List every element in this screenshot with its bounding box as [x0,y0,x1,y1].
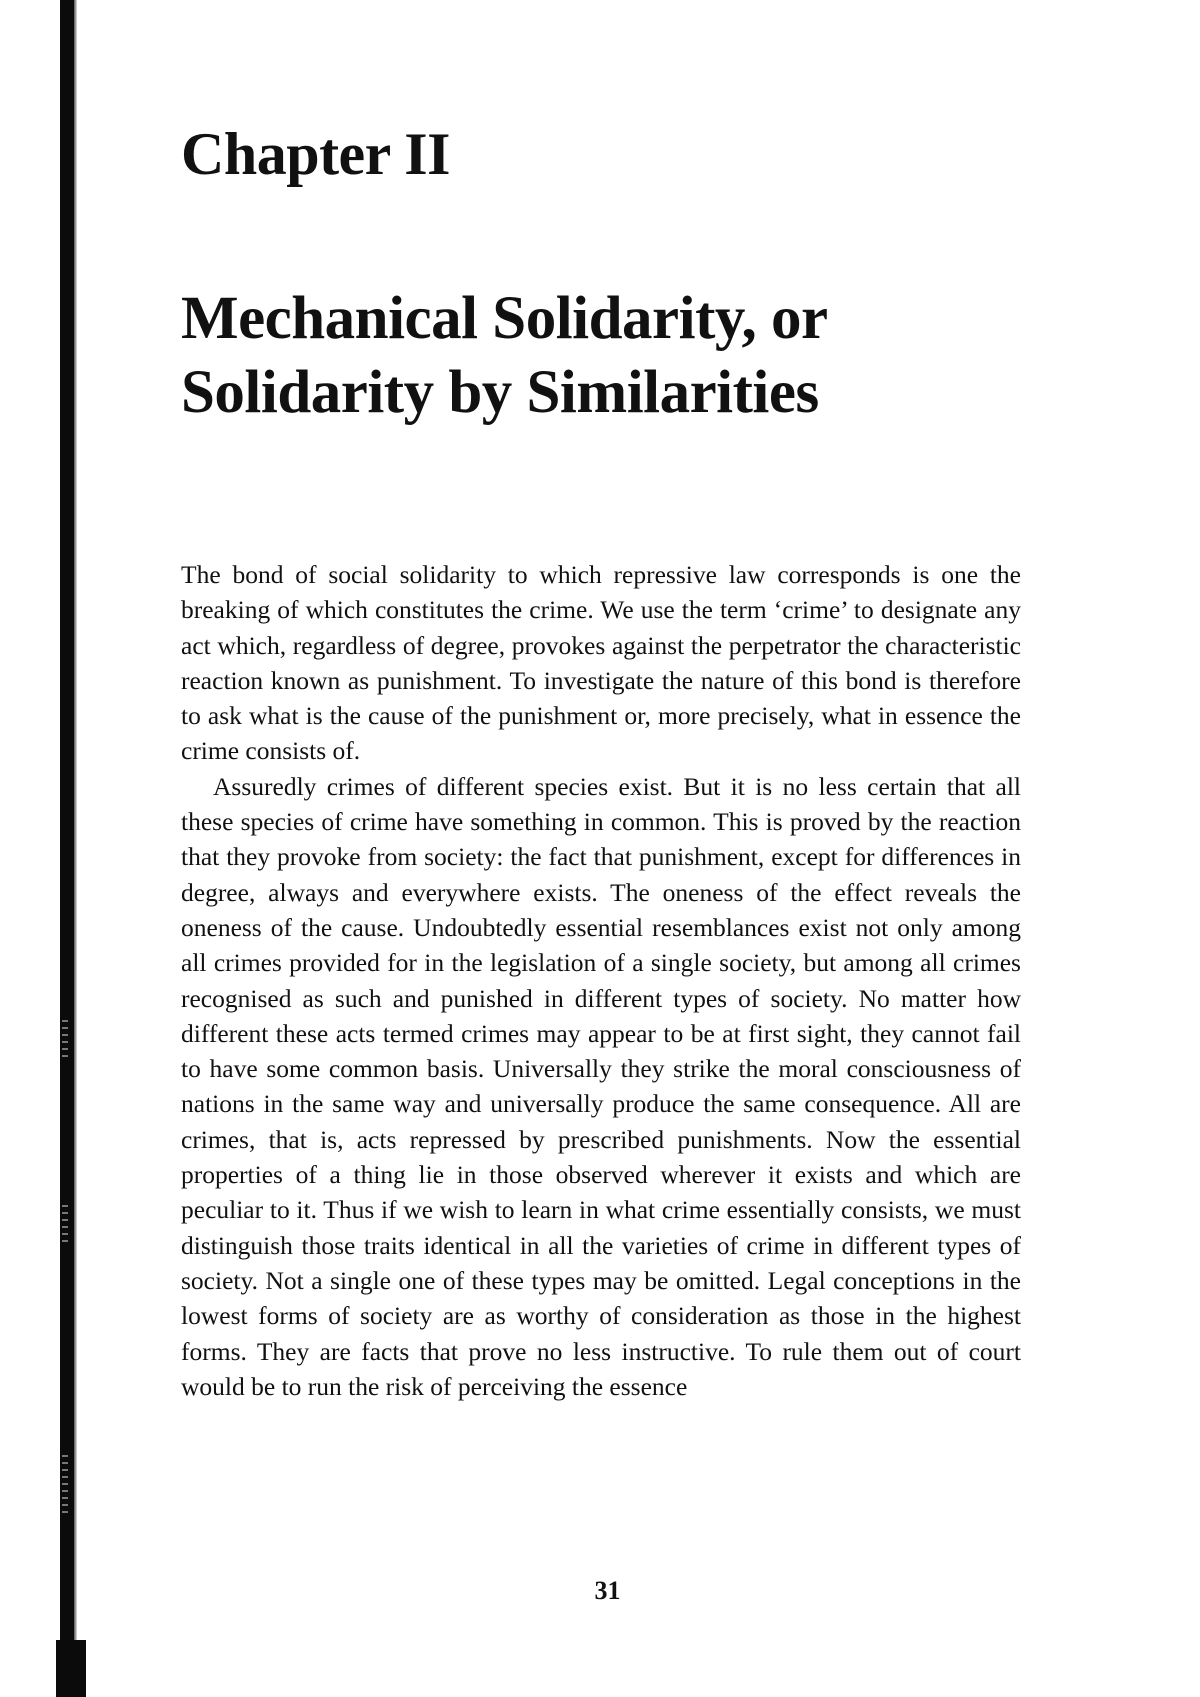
scan-speck-mark [62,1455,68,1515]
chapter-label: Chapter II [181,121,450,187]
scan-speck-mark [62,1020,68,1060]
scan-speck-mark [62,1205,68,1245]
binding-edge-foot [56,1640,86,1697]
chapter-title [181,282,828,430]
chapter-title-line: Solidarity by Similarities [181,359,819,426]
paragraph: The bond of social solidarity to which repressive law corresponds is one the breaking of which constitutes the crime. We use the term ‘crime’ to designate any act which, regardless of degree, provokes against the perpetrator the characteristic reaction known as punishment. To investigate the nature of this bond is therefore to ask what is the cause of the punishment or, more precisely, what in essence the crime consists of. [181,560,1021,766]
binding-edge [60,0,74,1697]
page-number: 31 [594,1576,621,1605]
chapter-title-line: Mechanical Solidarity, or [181,285,828,352]
body-text [181,557,1021,1404]
paragraph: Assuredly crimes of different species exist. But it is no less certain that all these species of crime have something in common. This is proved by the reaction that they provoke from society: the fact that punishment, except for differences in degree, always and everywhere exists. The oneness of the effect reveals the oneness of the cause. Undoubtedly essential resemblances exist not only among all crimes provided for in the legislation of a single society, but among all crimes recognised as such and punished in different types of society. No matter how different these acts termed crimes may appear to be at first sight, they cannot fail to have some common basis. Universally they strike the moral consciousness of nations in the same way and universally produce the same consequence. All are crimes, that is, acts repressed by prescribed punishments. Now the essential properties of a thing lie in those observed wherever it exists and which are peculiar to it. Thus if we wish to learn in what crime essentially consists, we must distinguish those traits identical in all the varieties of crime in different types of society. Not a single one of these types may be omitted. Legal conceptions in the lowest forms of society are as worthy of consideration as those in the highest forms. They are facts that prove no less instructive. To rule them out of court would be to run the risk of perceiving the essence [181,771,1021,1401]
